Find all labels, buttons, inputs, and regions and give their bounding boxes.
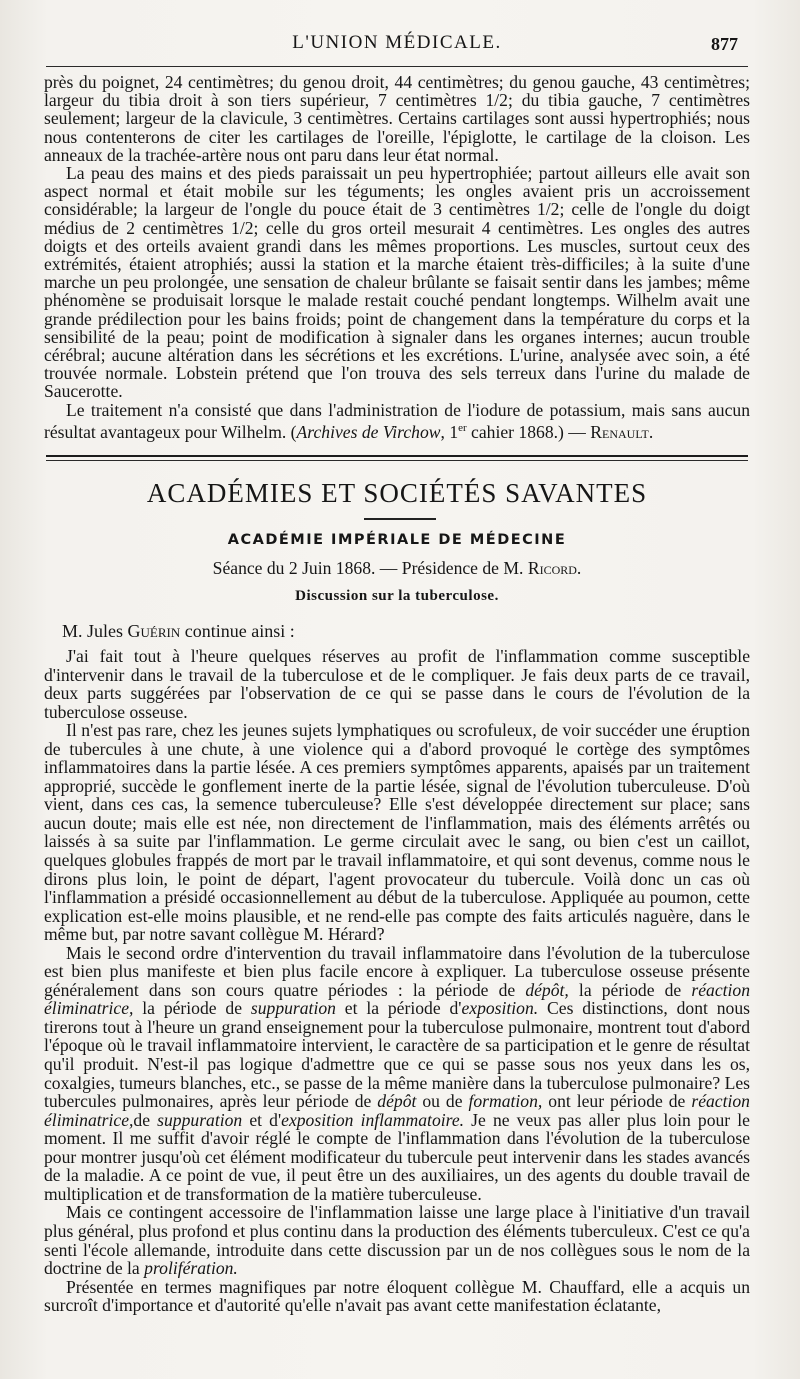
section-rule-bottom [46, 460, 748, 461]
speaker-line [62, 621, 295, 642]
text-run: Mais le second ordre d'intervention du travail inflammatoire dans l'évolution de la tuberculose est bien plus manifeste et bien plus facile encore à expliquer. La tuberculose osseuse présente généralement dans son cours quatre périodes : la période de [44, 942, 750, 1000]
italic-term: suppuration [250, 998, 336, 1019]
italic-term: formation, [468, 1091, 543, 1112]
speaker-suffix: continue ainsi : [180, 621, 295, 641]
author-signature: Renault. [590, 421, 654, 442]
text-run: ont leur période de [542, 1091, 692, 1112]
italic-term: dépôt, [525, 979, 569, 1000]
text-run: Je ne veux pas aller plus loin pour le moment. Il me suffit d'avoir réglé le compte de l'inflammation dans l'évolution de la tuberculose pour montrer jusqu'où cet élément modificateur du tubercule peut intervenir dans les stades avancés de la maladie. A ce point de vue, il peut être un des auxiliaires, un des agents du double travail de multiplication et de transformation de la matière tuberculeuse. [44, 1109, 750, 1204]
italic-term: dépôt [377, 1091, 417, 1112]
paragraph: Présentée en termes magnifiques par notre éloquent collègue M. Chauffard, elle a acquis un surcroît d'importance et d'autorité qu'elle n'avait pas avant cette manifestation éclatante, [44, 1276, 750, 1316]
text-run: Ces distinctions, dont nous tirerons tout à l'heure un grand enseignement pour la tuberculose pulmonaire, montrent tout d'abord l'époque où le travail inflammatoire intervient, le caractère de sa participation et le genre de résultat qu'il produit. N'est-il pas logique d'admettre que ce qui se passe sous nos yeux dans les os, coxalgies, tumeurs blanches, etc., se passe de la même manière dans la tuberculose pulmonaire? Les tubercules pulmonaires, après leur période de [44, 998, 750, 1112]
paragraph: Il n'est pas rare, chez les jeunes sujets lymphatiques ou scrofuleux, de voir succéder une éruption de tubercules à une chute, à une violence qui a d'abord provoqué le cortège des symptômes inflammatoires dans la partie lésée. A ces premiers symptômes apparents, apaisés par un traitement approprié, succède le gonflement inerte de la partie lésée, signal de l'évolution tuberculeuse. D'où vient, dans ces cas, la semence tuberculeuse? Elle s'est développée directement sur place; sans aucun doute; mais elle est née, non directement de l'inflammation, mais des éléments arrêtés ou laissés à sa suite par l'inflammation. Le germe circulait avec le sang, ou bien c'est un caillot, quelques globules frappés de mort par le travail inflammatoire, et qui sont devenus, comme nous le dirons plus loin, le point de départ, l'agent provocateur du tubercule. Voilà donc un cas où l'inflammation a présidé occasionnellement au début de la tuberculose. Appliquée au poumon, cette explication est-elle moins plausible, et ne rend-elle pas compte des faits articulés naguère, dans le même but, par notre savant collègue M. Hérard? [44, 720, 750, 945]
text-run: de [133, 1109, 158, 1130]
continued-article [44, 73, 750, 441]
italic-term: exposition. [461, 998, 539, 1019]
paragraph [44, 944, 750, 1204]
italic-term: prolifération. [144, 1258, 238, 1279]
text-run: la période de [133, 998, 251, 1019]
italic-term: suppuration [157, 1109, 243, 1130]
text-run: Mais ce contingent accessoire de l'inflammation laisse une large place à l'initiative d'un travail plus général, plus profond et plus continu dans la production des éléments tuberculeux. C'est ce qu'a senti l'école allemande, introduite dans cette discussion par un de nos collègues sous le nom de la doctrine de la [44, 1202, 750, 1279]
text-run: et d' [242, 1109, 282, 1130]
header-rule [46, 66, 748, 67]
page-header [46, 30, 748, 60]
academy-heading: ACADÉMIE IMPÉRIALE DE MÉDECINE [227, 532, 567, 548]
text-run: et la période d' [335, 998, 462, 1019]
source-end: cahier 1868.) — [466, 421, 591, 442]
paragraph: près du poignet, 24 centimètres; du genou droit, 44 centimètres; du genou gauche, 43 centimètres; largeur du tibia droit à son tiers supérieur, 7 centimètres 1/2; du tibia gauche, 7 centimètres seulement; largeur de la clavicule, 3 centimètres. Certains cartilages sont aussi hypertrophiés; nous nous contenterons de citer les cartilages de l'oreille, l'épiglotte, le cartilage de la cloison. Les anneaux de la trachée-artère nous ont paru dans leur état normal. [44, 72, 750, 165]
speech-text [44, 647, 750, 1315]
text-run: ou de [416, 1091, 469, 1112]
paragraph [44, 1203, 750, 1277]
source-sup: er [458, 421, 467, 434]
speaker-prefix: M. Jules [62, 621, 128, 641]
italic-term: réaction éliminatrice, [44, 1091, 750, 1130]
session-text: Séance du 2 Juin 1868. — Présidence de M. [212, 558, 528, 578]
text-run: la période de [568, 979, 692, 1000]
section-rule-top [46, 455, 748, 457]
page-number: 877 [711, 34, 738, 54]
source-text: , 1 [440, 421, 459, 442]
italic-term: réaction éliminatrice, [44, 979, 751, 1019]
paragraph: La peau des mains et des pieds paraissait un peu hypertrophiée; partout ailleurs elle avait son aspect normal et était mobile sur les téguments; les ongles avaient pris un accroissement considérable; la largeur de l'ongle du pouce était de 3 centimètres 1/2; celle de l'ongle du doigt médius de 2 centimètres 1/2; celle du gros orteil mesurait 4 centimètres. Les ongles des autres doigts et des orteils avaient grandi dans les mêmes proportions. Les muscles, surtout ceux des extrémités, étaient atrophiés; aussi la station et la marche étaient très-difficiles; à la suite d'une marche un peu prolongée, une sensation de chaleur brûlante se faisait sentir dans les jambes; même phénomène se produisait lorsque le malade restait couché pendant longtemps. Wilhelm avait une grande prédilection pour les bains froids; point de changement dans la température du corps et la sensibilité de la peau; point de modification à signaler dans les organes internes; aucun trouble cérébral; aucune altération dans les sécrétions et les excrétions. L'urine, analysée avec soin, a été trouvée normale. Lobstein prétend que l'on trouva des sels terreux dans l'urine du malade de Saucerotte. [44, 163, 750, 402]
running-title: L'UNION MÉDICALE. [292, 32, 502, 53]
italic-term: exposition inflammatoire. [281, 1109, 465, 1130]
section-title: ACADÉMIES ET SOCIÉTÉS SAVANTES [146, 478, 648, 508]
discussion-heading: Discussion sur la tuberculose. [295, 588, 499, 604]
president-name: Ricord. [527, 558, 582, 578]
treatment-paragraph [44, 401, 750, 441]
treatment-text: Le traitement n'a consisté que dans l'administration de l'iodure de potassium, mais sans aucun résultat avantageux pour Wilhelm. ( [44, 399, 750, 442]
speaker-name: Guérin [127, 621, 181, 641]
source-title: Archives de Virchow [296, 421, 441, 442]
paragraph: J'ai fait tout à l'heure quelques réserves au profit de l'inflammation comme susceptible d'intervenir dans le travail de la tuberculose et de le compliquer. Je fais deux parts de ce travail, deux parts suggérées par l'observation de ce qui se passe dans le cours de l'évolution de la tuberculose osseuse. [44, 646, 750, 722]
session-line [46, 558, 748, 579]
title-underline [364, 518, 436, 520]
